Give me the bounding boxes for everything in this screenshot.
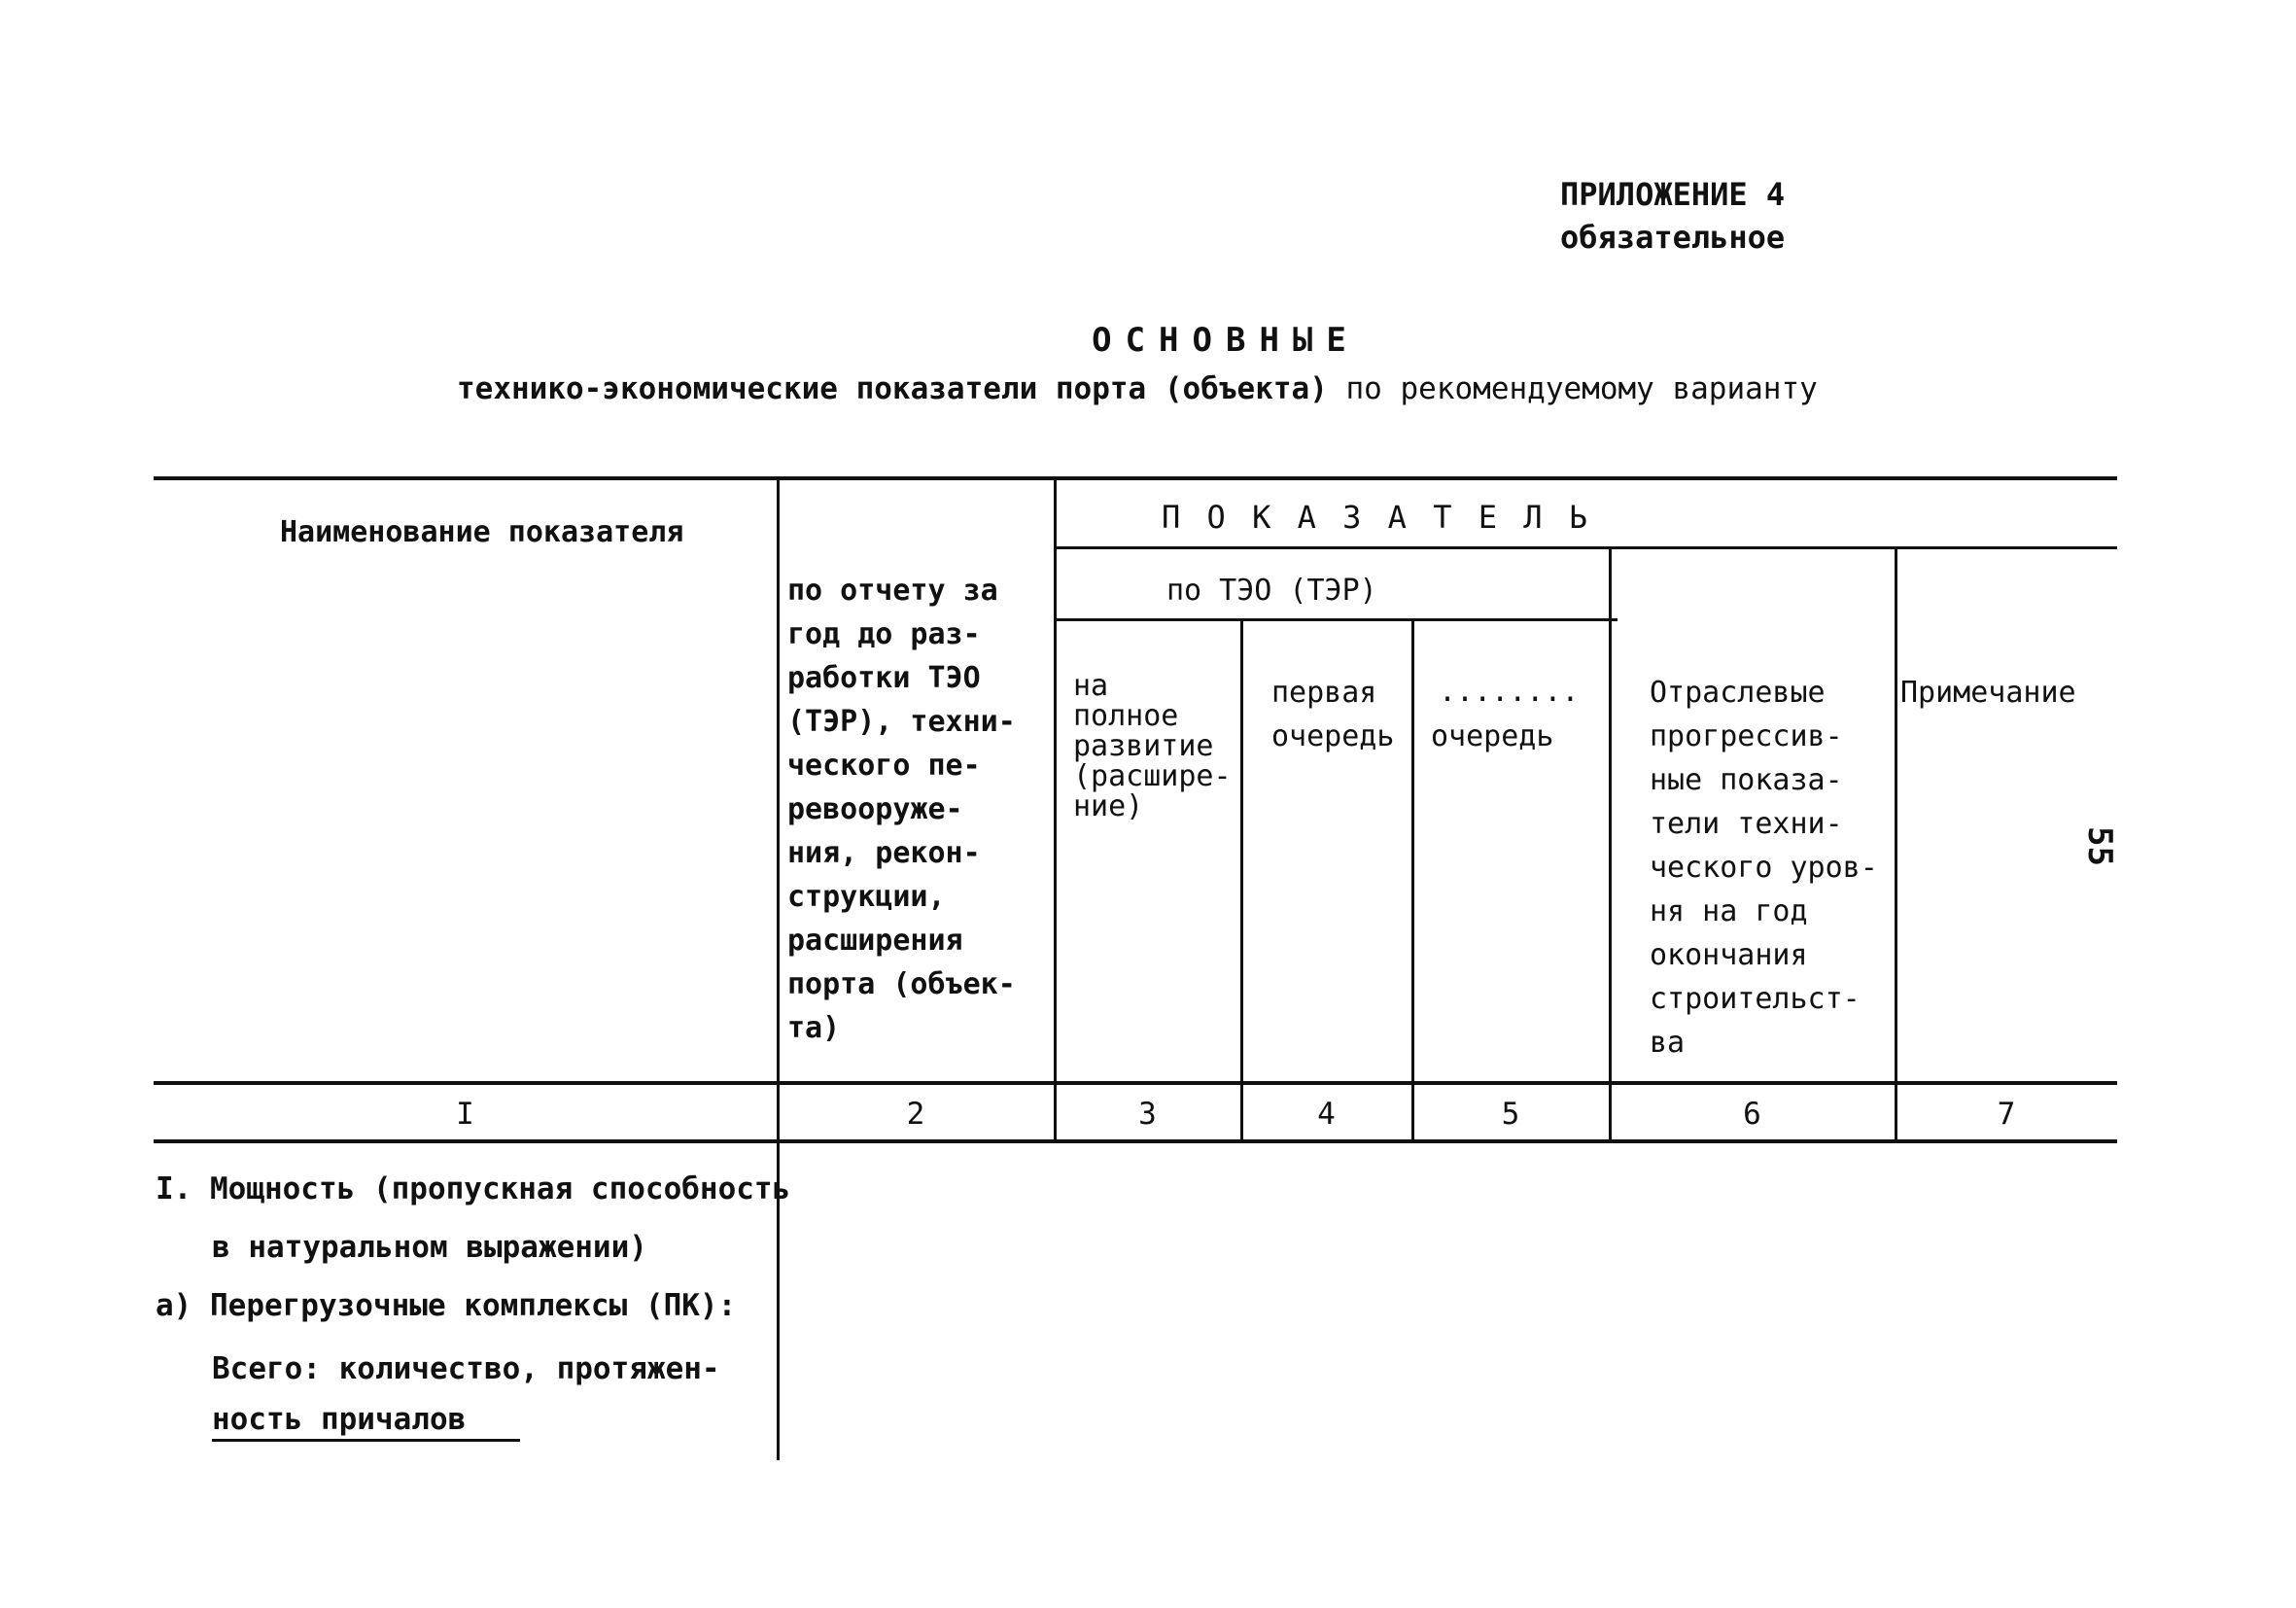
column-number: 6 [1743,1097,1761,1132]
col3-header: на полное развитие (расшире- ние) [1073,669,1232,823]
col6-header: Отраслевые прогрессив- ные показа- тели техни- ческого уров- ня на год окончания строительст- ва [1650,676,1878,1060]
document-title: ОСНОВНЫЕ [1092,321,1360,360]
teo-header-rule [1056,618,1618,621]
subtitle-rest-part: по рекомендуемому варианту [1327,371,1818,406]
column-number: 3 [1138,1097,1157,1132]
col3-divider [1240,618,1243,1141]
column-number: 4 [1317,1097,1336,1132]
col2-divider [1054,476,1057,1141]
row-capacity-continued: в натуральном выражении) [212,1230,647,1265]
col1-divider [777,476,780,1460]
page-number: 55 [2080,826,2119,866]
row-capacity: I. Мощность (пропускная способность [156,1171,791,1206]
column-number: I [456,1097,474,1132]
group-header-rule [1056,546,2117,549]
col5-header: очередь [1431,719,1554,753]
teo-header: по ТЭО (ТЭР) [1166,574,1377,608]
appendix-status: обязательное [1560,219,1786,256]
berth-length-text: ность причалов [212,1402,466,1442]
col6-divider [1895,546,1897,1141]
subtitle-bold-part: технико-экономические показатели порта (объекта) [457,371,1328,406]
col5-dots: ........ [1439,675,1580,709]
row-total-count: Всего: количество, протяжен- [212,1351,720,1386]
column-number: 2 [906,1097,925,1132]
document-subtitle [457,371,1818,406]
row-berth-length [212,1402,520,1437]
appendix-label [1560,173,1785,259]
column-number: 7 [1997,1097,2016,1132]
group-header: П О К А З А Т Е Л Ь [1162,499,1592,536]
column-number: 5 [1501,1097,1520,1132]
appendix-number: ПРИЛОЖЕНИЕ 4 [1560,176,1786,213]
col1-header: Наименование показателя [280,515,684,549]
col5-divider [1609,546,1612,1141]
row-handling-complexes: а) Перегрузочные комплексы (ПК): [156,1288,737,1323]
table-top-rule [154,476,2117,480]
col4-header: первая очередь [1271,676,1395,753]
col7-header: Примечание [1900,676,2076,710]
col2-header: по отчету за год до раз- работки ТЭО (ТЭР), техни- ческого пе- ревооруже- ния, рекон- струкции, расширения порта (объек- та) [787,574,1016,1045]
header-bottom-rule [154,1081,2117,1085]
numbers-bottom-rule [154,1139,2117,1143]
col4-divider [1411,618,1414,1141]
